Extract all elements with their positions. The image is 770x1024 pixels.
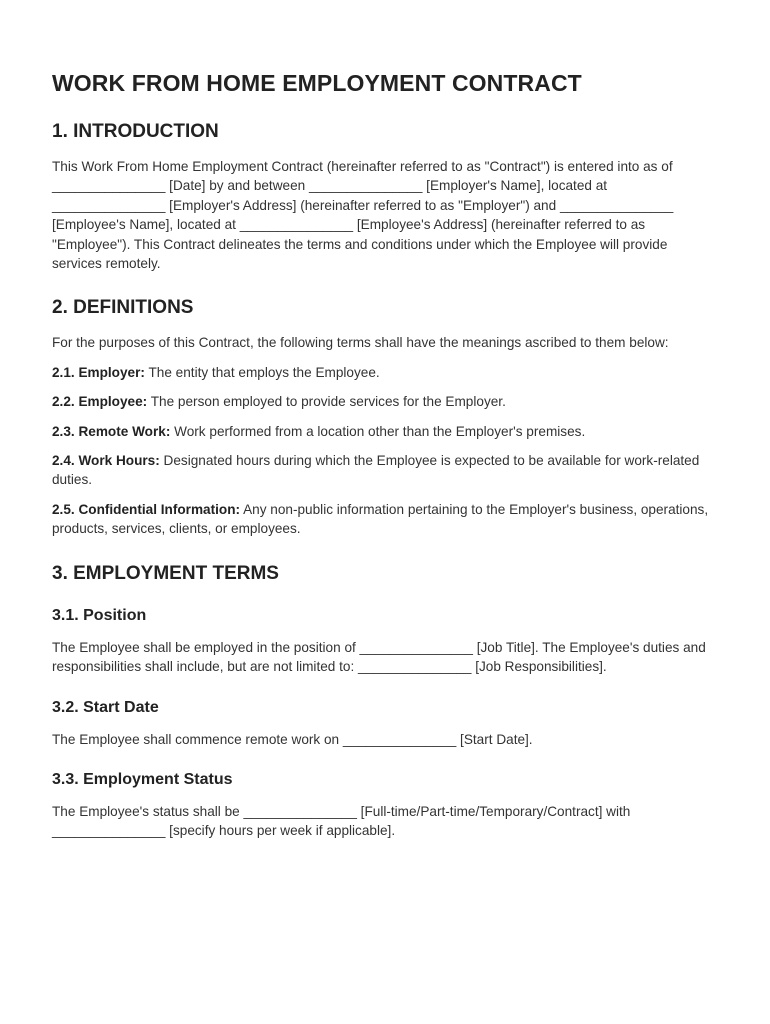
position-paragraph: The Employee shall be employed in the position of _______________ [Job Title]. The Employee's duties and responsibilities shall include, but are not limited to: _______________ [Job Responsibilities].: [52, 639, 706, 675]
definition-item: [52, 451, 710, 490]
definition-term: 2.5. Confidential Information:: [52, 501, 241, 517]
section-definitions: [52, 297, 710, 538]
subsection-start-date: [52, 699, 710, 749]
definition-term: 2.1. Employer:: [52, 364, 145, 380]
introduction-paragraph: This Work From Home Employment Contract (hereinafter referred to as "Contract") is entered into as of _______________ [Date] by and between _______________ [Employer's Name], located at _______________ [Employer's Address] (hereinafter referred to as "Employer") and _______________ [Employee's Name], located at _______________ [Employee's Address] (hereinafter referred to as "Employee"). This Contract delineates the terms and conditions under which the Employee will provide services remotely.: [52, 159, 674, 272]
definition-text: Work performed from a location other than the Employer's premises.: [170, 423, 586, 439]
definition-term: 2.4. Work Hours:: [52, 453, 160, 469]
definition-text: The person employed to provide services for the Employer.: [147, 394, 506, 410]
definition-term: 2.3. Remote Work:: [52, 423, 171, 439]
definition-text: Designated hours during which the Employee is expected to be available for work-related duties.: [52, 453, 700, 488]
section-heading-definitions: 2. DEFINITIONS: [52, 297, 194, 319]
section-heading-employment-terms: 3. EMPLOYMENT TERMS: [52, 562, 279, 584]
definition-item: [52, 422, 710, 441]
definition-text: Any non-public information pertaining to the Employer's business, operations, products, services, clients, or employees.: [52, 501, 709, 537]
definition-item: [52, 363, 710, 382]
subsection-heading-start-date: 3.2. Start Date: [52, 698, 159, 716]
section-introduction: [52, 121, 710, 273]
subsection-employment-status: [52, 771, 710, 841]
definitions-intro: For the purposes of this Contract, the following terms shall have the meanings ascribed to them below:: [52, 335, 669, 351]
definition-term: 2.2. Employee:: [52, 394, 148, 410]
definition-text: The entity that employs the Employee.: [144, 364, 380, 380]
subsection-position: [52, 607, 710, 677]
start-date-paragraph: The Employee shall commence remote work on _______________ [Start Date].: [52, 731, 533, 747]
employment-status-paragraph: The Employee's status shall be _______________ [Full-time/Part-time/Temporary/Contract] with _______________ [specify hours per week if applicable].: [52, 803, 631, 839]
subsection-heading-position: 3.1. Position: [52, 606, 147, 624]
subsection-heading-employment-status: 3.3. Employment Status: [52, 770, 233, 788]
definition-item: [52, 500, 710, 539]
section-employment-terms: [52, 563, 710, 841]
definition-item: [52, 392, 710, 411]
section-heading-introduction: 1. INTRODUCTION: [52, 121, 219, 142]
document-title: WORK FROM HOME EMPLOYMENT CONTRACT: [52, 70, 582, 96]
